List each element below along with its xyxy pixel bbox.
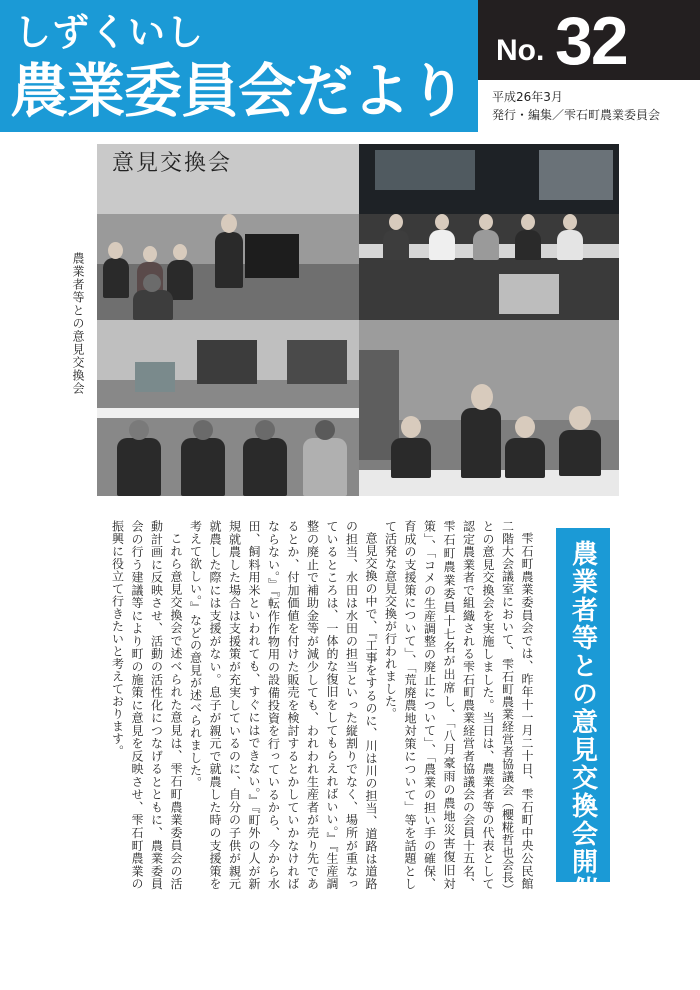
article-body <box>96 520 536 890</box>
photo-caption: 農業者等との意見交換会 <box>71 252 85 395</box>
photo-meeting-hall <box>97 320 359 496</box>
article-paragraph-3: これら意見交換会で述べられた意見は、雫石町農業委員会の活動計画に反映させ、活動の活性化につなげるとともに、農業委員会の行う建議等により町の施策に意見を反映させ、雫石町農業の振興に役立て行きたいと考えております。 <box>110 520 183 890</box>
masthead-subtitle: しずくいし <box>14 11 204 54</box>
headline-box <box>556 528 610 904</box>
article-headline: 農業者等との意見交換会開催 <box>567 540 598 904</box>
masthead <box>0 0 478 132</box>
issue-label: No. <box>496 34 545 67</box>
issue-number: 32 <box>555 3 627 79</box>
photo-sign-text: 意見交換会 <box>112 151 233 176</box>
photo-meeting-panel <box>359 144 619 320</box>
publisher: 発行・編集／雫石町農業委員会 <box>492 108 661 122</box>
issue-date: 平成26年3月 <box>492 90 563 104</box>
photo-speaker-standing <box>359 320 619 496</box>
masthead-title: 農業委員会だより <box>10 57 467 125</box>
article-paragraph-1: 雫石町農業委員会では、昨年十一月二十日、雫石町中央公民館二階大会議室において、雫石町農業経営者協議会（櫻糀哲也会長）との意見交換会を実施しました。当日は、農業者等の代表として認定農業者で組織される雫石町農業経営者協議会の会員十五名、雫石町農業委員十七名が出席し、「八月豪雨の農地災害復旧対策」、「コメの生産調整の廃止について」、「農業の担い手の確保、育成の支援策について」、「荒廃農地対策について」等を話題として活発な意見交換が行われました。 <box>383 520 534 891</box>
article-paragraph-2: 意見交換の中で、『工事をするのに、川は川の担当、道路は道路の担当、水田は水田の担当といった縦割りでなく、場所が重なっているところは、一体的な復旧をしてもらえればいい。』『生産調整の廃止で補助金等が減少しても、われわれ生産者が売り先であるとか、付加価値を付けた販売を検討するとかしていかなければならない。』『転作作物用の設備投資を行っているから、今から水田、飼料用米といわれても、すぐにはできない。』『町外の人が新規就農した場合は支援策が充実しているのに、自分の子供が親元就農した際には支援がない。息子が親元で就農した時の支援策を考えて欲しい。』などの意見が述べられました。 <box>188 520 378 890</box>
